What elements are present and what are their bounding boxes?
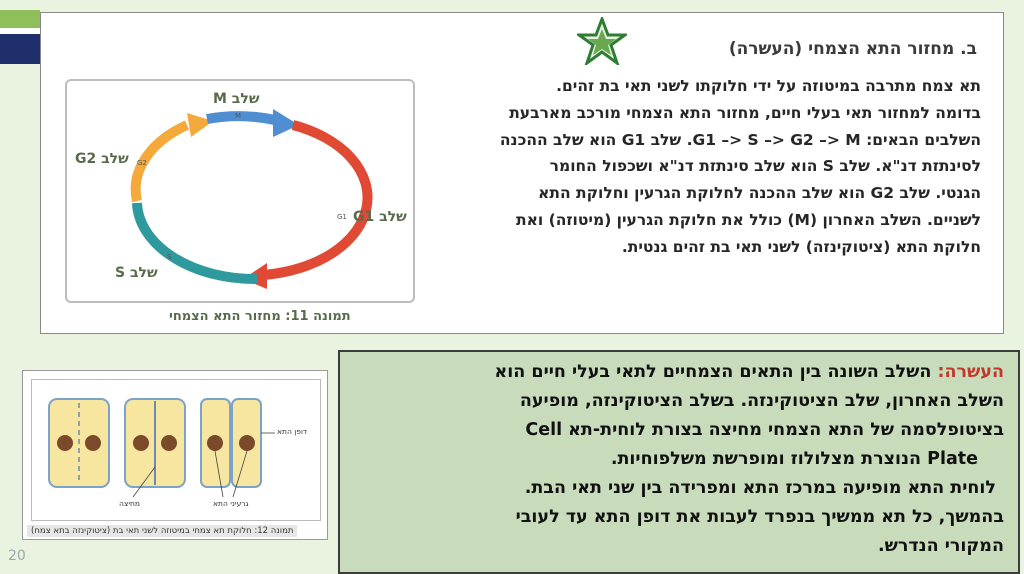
figure-heading: ב. מחזור התא הצמחי (העשרה) <box>728 39 977 59</box>
m-arc <box>207 116 279 121</box>
textbox-line: השלב האחרון, שלב הציטוקינזה. בשלב הציטוקינזה, מופיעה <box>519 391 1004 411</box>
enrichment-label: העשרה: <box>937 362 1004 382</box>
textbox-line-text: השלב השונה בין התאים הצמחיים לתאי בעלי חיים הוא <box>494 362 938 382</box>
label-nuclei: גרעיני התא <box>213 499 249 508</box>
textbox-line: המקורי הנדרש. <box>877 536 1004 556</box>
cell-figure-caption: תמונה 12: חלוקת תא צמחי במיטוזה לשני תאי בת (ציטוקינזה בתא צמח) <box>27 525 297 537</box>
label-g2-small: G2 <box>137 159 147 167</box>
paragraph-line: לסינתזת דנ"א. שלב S הוא שלב סינתזת דנ"א ושכפול החומר <box>549 157 981 176</box>
paragraph-line: השלבים הבאים: G1 –> S –> G2 –> M. שלב G1 הוא שלב ההכנה <box>499 130 981 149</box>
textbox-line: בציטופלסמה של התא הצמחי מחיצה בצורת לוחית-תא Cell <box>525 420 1004 440</box>
textbox-line: בהמשך, כל תא ממשיך בנפרד לעבות את דופן התא עד לעובי <box>515 507 1004 527</box>
figure-paragraph <box>461 73 981 261</box>
paragraph-line: לשניים. השלב האחרון (M) כולל את חלוקת הגרעין (מיטוזה) ואת <box>516 210 981 229</box>
g1-arc <box>263 125 368 275</box>
cell-1-nucleus-b <box>85 435 101 451</box>
slide-number: 20 <box>8 548 26 564</box>
enrichment-textbox <box>338 350 1020 574</box>
label-partition: מחיצה <box>119 499 141 508</box>
cell-division-figure <box>22 370 328 540</box>
textbox-line: Plate הנוצרת מצלולוז ומופרשת משלפוחיות. <box>610 449 978 469</box>
label-g1-small: G1 <box>337 213 347 221</box>
cell-2-nucleus-b <box>161 435 177 451</box>
left-stripe-green <box>0 10 40 28</box>
cycle-diagram-frame <box>65 79 415 303</box>
paragraph-line: בדומה למחזור תאי בעלי חיים, מחזור התא הצמחי מורכב מארבעת <box>509 103 981 122</box>
label-g1: שלב G1 <box>353 209 407 225</box>
label-s-small: S <box>167 253 172 261</box>
cell-3-nucleus-a <box>207 435 223 451</box>
cell-2-nucleus-a <box>133 435 149 451</box>
left-stripe-navy <box>0 34 40 64</box>
paragraph-line: הגנטי. שלב G2 הוא שלב ההכנה לחלוקת הגרעין וחלוקת התא <box>538 184 981 203</box>
cycle-caption: תמונה 11: מחזור התא הצמחי <box>169 309 351 324</box>
cell-3-nucleus-b <box>239 435 255 451</box>
star-icon <box>577 17 627 65</box>
textbox-line: לוחית התא מופיעה במרכז התא ומפרידה בין שני תאי הבת. <box>524 478 996 498</box>
label-g2: שלב G2 <box>75 151 129 167</box>
label-m: שלב M <box>213 91 260 107</box>
label-m-small: M <box>235 112 242 120</box>
cell-1-nucleus-a <box>57 435 73 451</box>
label-cell-wall: דופן התא <box>277 427 308 436</box>
paragraph-line: תא צמח מתרבה במיטוזה על ידי חלוקתו לשני תאי בת זהים. <box>556 77 981 95</box>
paragraph-line: חלוקת התא (ציטוקינזה) לשני תאי בת זהים גנטית. <box>621 237 981 256</box>
cell-cycle-figure <box>40 12 1004 334</box>
label-s: שלב S <box>115 265 158 281</box>
textbox-line <box>495 362 1004 382</box>
cell-division-diagram <box>23 371 327 523</box>
